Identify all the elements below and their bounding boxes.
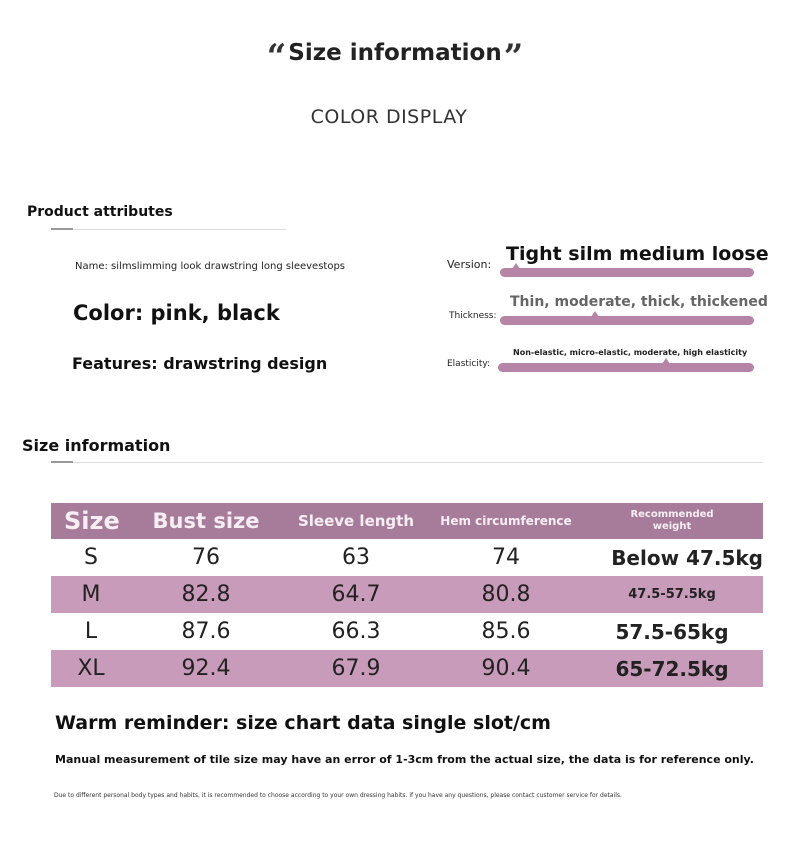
cell-sleeve: 67.9 <box>281 650 431 687</box>
warm-reminder: Warm reminder: size chart data single slot/cm <box>55 712 551 734</box>
table-row <box>51 539 763 576</box>
cell-bust: 92.4 <box>131 650 281 687</box>
version-bar <box>500 268 754 277</box>
table-row <box>51 613 763 650</box>
cell-sleeve: 63 <box>342 545 370 570</box>
table-row <box>51 576 763 613</box>
cell-size: XL <box>51 650 131 687</box>
cell-weight: Below 47.5kg <box>611 545 763 570</box>
page-title <box>0 37 790 77</box>
thickness-bar <box>500 316 754 325</box>
version-label: Version: <box>447 258 492 271</box>
elasticity-scale: Non-elastic, micro-elastic, moderate, high elasticity <box>513 348 748 357</box>
elasticity-label: Elasticity: <box>447 359 491 369</box>
size-table <box>51 503 763 687</box>
cell-size: L <box>84 619 98 644</box>
cell-weight: 47.5-57.5kg <box>581 576 763 613</box>
size-table-header <box>51 503 763 539</box>
column-size: Size <box>51 503 131 539</box>
open-quote: “ <box>266 37 287 77</box>
thickness-label: Thickness: <box>449 311 497 321</box>
column-hem: Hem circumference <box>431 503 581 539</box>
size-divider-accent <box>51 461 73 463</box>
cell-bust: 87.6 <box>181 619 231 644</box>
attributes-heading: Product attributes <box>27 204 173 220</box>
column-sleeve: Sleeve length <box>281 503 431 539</box>
table-row <box>51 650 763 687</box>
cell-bust: 82.8 <box>131 576 281 613</box>
column-bust: Bust size <box>131 503 281 539</box>
cell-bust: 76 <box>192 545 220 570</box>
cell-sleeve: 64.7 <box>281 576 431 613</box>
column-weight: Recommended weight <box>581 503 763 539</box>
size-heading: Size information <box>22 436 171 455</box>
cell-size: M <box>51 576 131 613</box>
cell-hem: 74 <box>492 545 520 570</box>
version-scale: Tight silm medium loose <box>506 243 769 265</box>
cell-sleeve: 66.3 <box>331 619 381 644</box>
close-quote: ” <box>503 37 524 77</box>
page-subtitle: COLOR DISPLAY <box>310 106 468 128</box>
version-marker <box>512 263 520 269</box>
thickness-marker <box>591 311 599 317</box>
elasticity-marker <box>662 358 670 364</box>
cell-hem: 90.4 <box>431 650 581 687</box>
cell-hem: 85.6 <box>481 619 531 644</box>
measurement-note: Manual measurement of tile size may have an error of 1-3cm from the actual size, the data is for reference only. <box>55 753 754 766</box>
attributes-divider-accent <box>51 228 73 230</box>
cell-size: S <box>84 545 98 570</box>
product-features: Features: drawstring design <box>72 354 328 373</box>
size-divider <box>51 462 763 463</box>
product-name: Name: silmslimming look drawstring long sleevestops <box>75 261 346 272</box>
cell-weight: 57.5-65kg <box>615 619 729 644</box>
attributes-divider <box>51 229 286 230</box>
cell-hem: 80.8 <box>431 576 581 613</box>
title-text: Size information <box>288 40 502 66</box>
disclaimer-note: Due to different personal body types and habits, it is recommended to choose according to your own dressing habits. if you have any questions, please contact customer service for details. <box>54 792 622 799</box>
thickness-scale: Thin, moderate, thick, thickened <box>510 294 768 310</box>
cell-weight: 65-72.5kg <box>581 650 763 687</box>
product-color: Color: pink, black <box>73 301 280 325</box>
elasticity-bar <box>498 363 754 372</box>
